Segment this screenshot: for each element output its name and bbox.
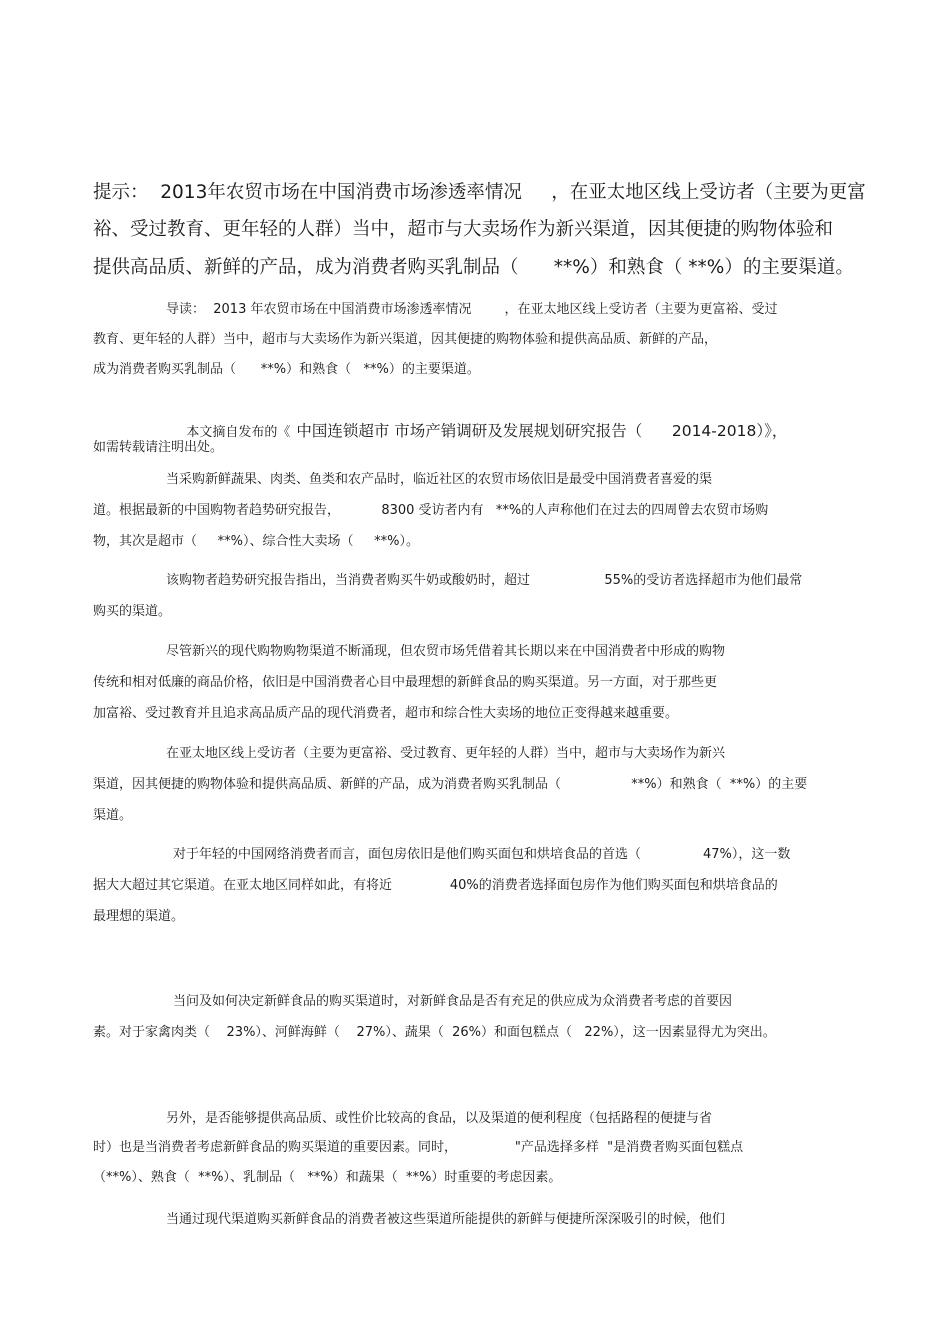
p4-line-3: 渠道。 [93,808,133,823]
p3-line-3: 加富裕、受过教育并且追求高品质产品的现代消费者，超市和综合性大卖场的地位正变得越来越重要。 [93,706,679,721]
report-title: 中国连锁超市 市场产销调研及发展规划研究报告（ 2014-2018）》， [296,422,788,440]
p4-line-1: 在亚太地区线上受访者（主要为更富裕、受过教育、更年轻的人群）当中，超市与大卖场作为新兴 [166,746,726,761]
p7-line-3: （**%）、熟食（ **%）、乳制品（ **%）和蔬果（ **%）时重要的考虑因素。 [93,1170,562,1185]
p8-line-1: 当通过现代渠道购买新鲜食品的消费者被这些渠道所能提供的新鲜与便捷所深深吸引的时候，他们 [166,1212,726,1227]
reprint-note: 如需转载请注明出处。 [93,440,224,455]
p2-line-1: 该购物者趋势研究报告指出，当消费者购买牛奶或酸奶时，超过 55%的受访者选择超市为他们最常 [166,573,803,588]
p7-line-1: 另外，是否能够提供高品质、或性价比较高的食品，以及渠道的便利程度（包括路程的便捷与省 [166,1111,713,1126]
tip-line-2: 裕、受过教育、更年轻的人群）当中，超市与大卖场作为新兴渠道，因其便捷的购物体验和 [93,219,834,240]
p5-line-2: 据大大超过其它渠道。在亚太地区同样如此，有将近 40%的消费者选择面包房作为他们购买面包和烘培食品的 [93,878,778,893]
p6-line-2: 素。对于家禽肉类（ 23%）、河鲜海鲜（ 27%）、蔬果（ 26%）和面包糕点（ 22%），这一因素显得尤为突出。 [93,1025,776,1040]
intro-line-3: 成为消费者购买乳制品（ **%）和熟食（ **%）的主要渠道。 [93,362,480,377]
p1-line-3: 物，其次是超市（ **%）、综合性大卖场（ **%）。 [93,534,420,549]
p6-line-1: 当问及如何决定新鲜食品的购买渠道时，对新鲜食品是否有充足的供应成为众消费者考虑的首要因 [173,994,733,1009]
p5-line-1: 对于年轻的中国网络消费者而言，面包房依旧是他们购买面包和烘培食品的首选（ 47%），这一数 [173,847,791,862]
p3-line-1: 尽管新兴的现代购物购物渠道不断涌现，但农贸市场凭借着其长期以来在中国消费者中形成的购物 [166,644,726,659]
p5-line-3: 最理想的渠道。 [93,909,185,924]
intro-line-1: 导读： 2013 年农贸市场在中国消费市场渗透率情况 ，在亚太地区线上受访者（主要为更富裕、受过 [166,302,778,317]
tip-line-1: 提示： 2013年农贸市场在中国消费市场渗透率情况 ，在亚太地区线上受访者（主要为更富 [93,182,866,203]
p3-line-2: 传统和相对低廉的商品价格，依旧是中国消费者心目中最理想的新鲜食品的购买渠道。另一方面，对于那些更 [93,675,718,690]
intro-line-2: 教育、更年轻的人群）当中，超市与大卖场作为新兴渠道，因其便捷的购物体验和提供高品质、新鲜的产品， [93,332,718,347]
source-prefix: 本文摘自发布的《 [186,425,291,440]
p4-line-2: 渠道，因其便捷的购物体验和提供高品质、新鲜的产品，成为消费者购买乳制品（ **%）和熟食（ **%）的主要 [93,777,808,792]
tip-line-3: 提供高品质、新鲜的产品，成为消费者购买乳制品（ **%）和熟食（ **%）的主要渠道。 [93,257,854,278]
p1-line-2: 道。根据最新的中国购物者趋势研究报告， 8300 受访者内有 **%的人声称他们在过去的四周曾去农贸市场购 [93,503,769,518]
source-line [166,400,787,460]
p2-line-2: 购买的渠道。 [93,604,172,619]
p7-line-2: 时）也是当消费者考虑新鲜食品的购买渠道的重要因素。同时， "产品选择多样 "是消费者购买面包糕点 [93,1140,744,1155]
p1-line-1: 当采购新鲜蔬果、肉类、鱼类和农产品时，临近社区的农贸市场依旧是最受中国消费者喜爱的渠 [166,472,713,487]
